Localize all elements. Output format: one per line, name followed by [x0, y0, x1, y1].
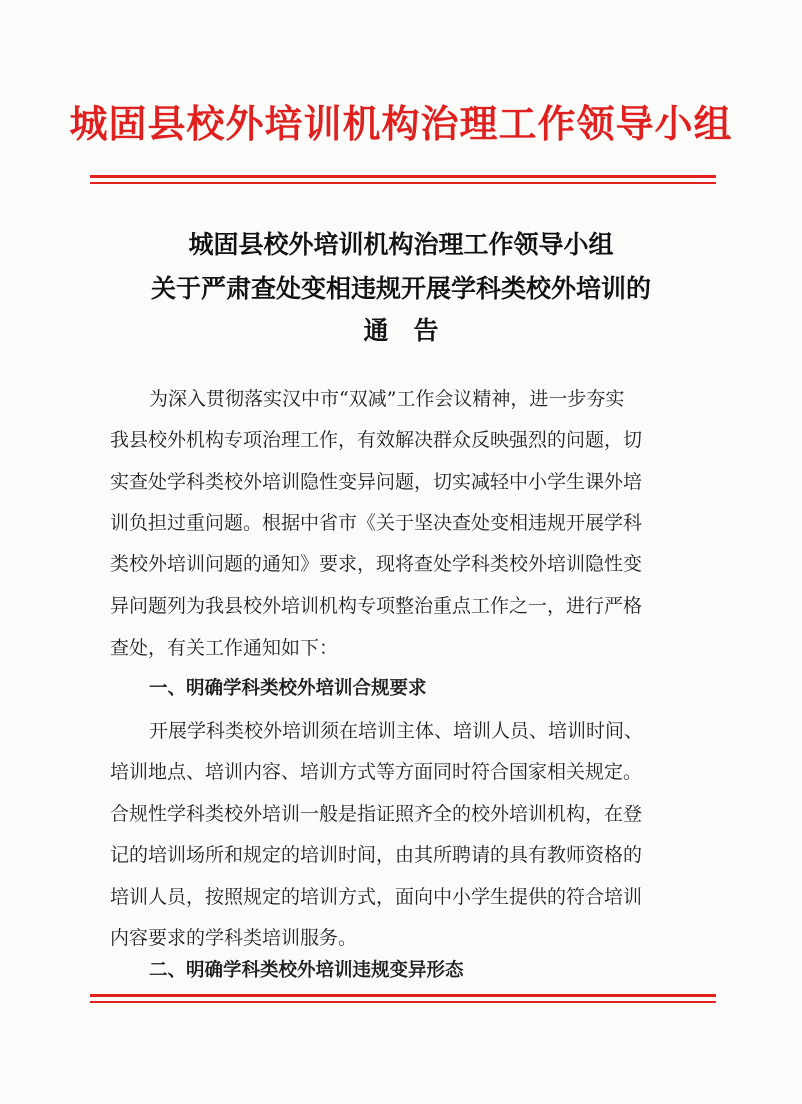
body-line: 为深入贯彻落实汉中市“双减”工作会议精神，进一步夯实: [149, 388, 625, 410]
notice-title-line-2: 关于严肃查处变相违规开展学科类校外培训的: [150, 274, 651, 303]
body-line: 培训地点、培训内容、培训方式等方面同时符合国家相关规定。: [110, 761, 643, 783]
masthead-rule-thin: [90, 182, 716, 184]
masthead-rule-thick: [90, 175, 716, 178]
body-line: 实查处学科类校外培训隐性变异问题，切实减轻中小学生课外培: [110, 471, 643, 493]
body-line: 培训人员，按照规定的培训方式，面向中小学生提供的符合培训: [110, 886, 643, 908]
body-line: 合规性学科类校外培训一般是指证照齐全的校外培训机构，在登: [110, 803, 643, 825]
body-line: 训负担过重问题。根据中省市《关于坚决查处变相违规开展学科: [110, 512, 643, 534]
body-line: 内容要求的学科类培训服务。: [110, 927, 358, 949]
section-heading-2: 二、明确学科类校外培训违规变异形态: [149, 960, 464, 981]
section-heading-1: 一、明确学科类校外培训合规要求: [149, 678, 427, 699]
footer-rule-thick: [90, 994, 716, 997]
masthead-title: 城固县校外培训机构治理工作领导小组: [69, 101, 733, 146]
body-line: 类校外培训问题的通知》要求，现将查处学科类校外培训隐性变: [110, 553, 643, 575]
body-line: 我县校外机构专项治理工作，有效解决群众反映强烈的问题，切: [110, 429, 643, 451]
body-line: 查处，有关工作通知如下：: [110, 637, 339, 659]
body-line: 异问题列为我县校外培训机构专项整治重点工作之一，进行严格: [110, 595, 643, 617]
body-line: 记的培训场所和规定的培训时间，由其所聘请的具有教师资格的: [110, 844, 643, 866]
notice-title-line-1: 城固县校外培训机构治理工作领导小组: [188, 230, 614, 259]
body-line: 开展学科类校外培训须在培训主体、培训人员、培训时间、: [149, 720, 644, 742]
footer-rule-thin: [90, 1001, 716, 1003]
notice-title-line-3: 通 告: [363, 316, 439, 345]
